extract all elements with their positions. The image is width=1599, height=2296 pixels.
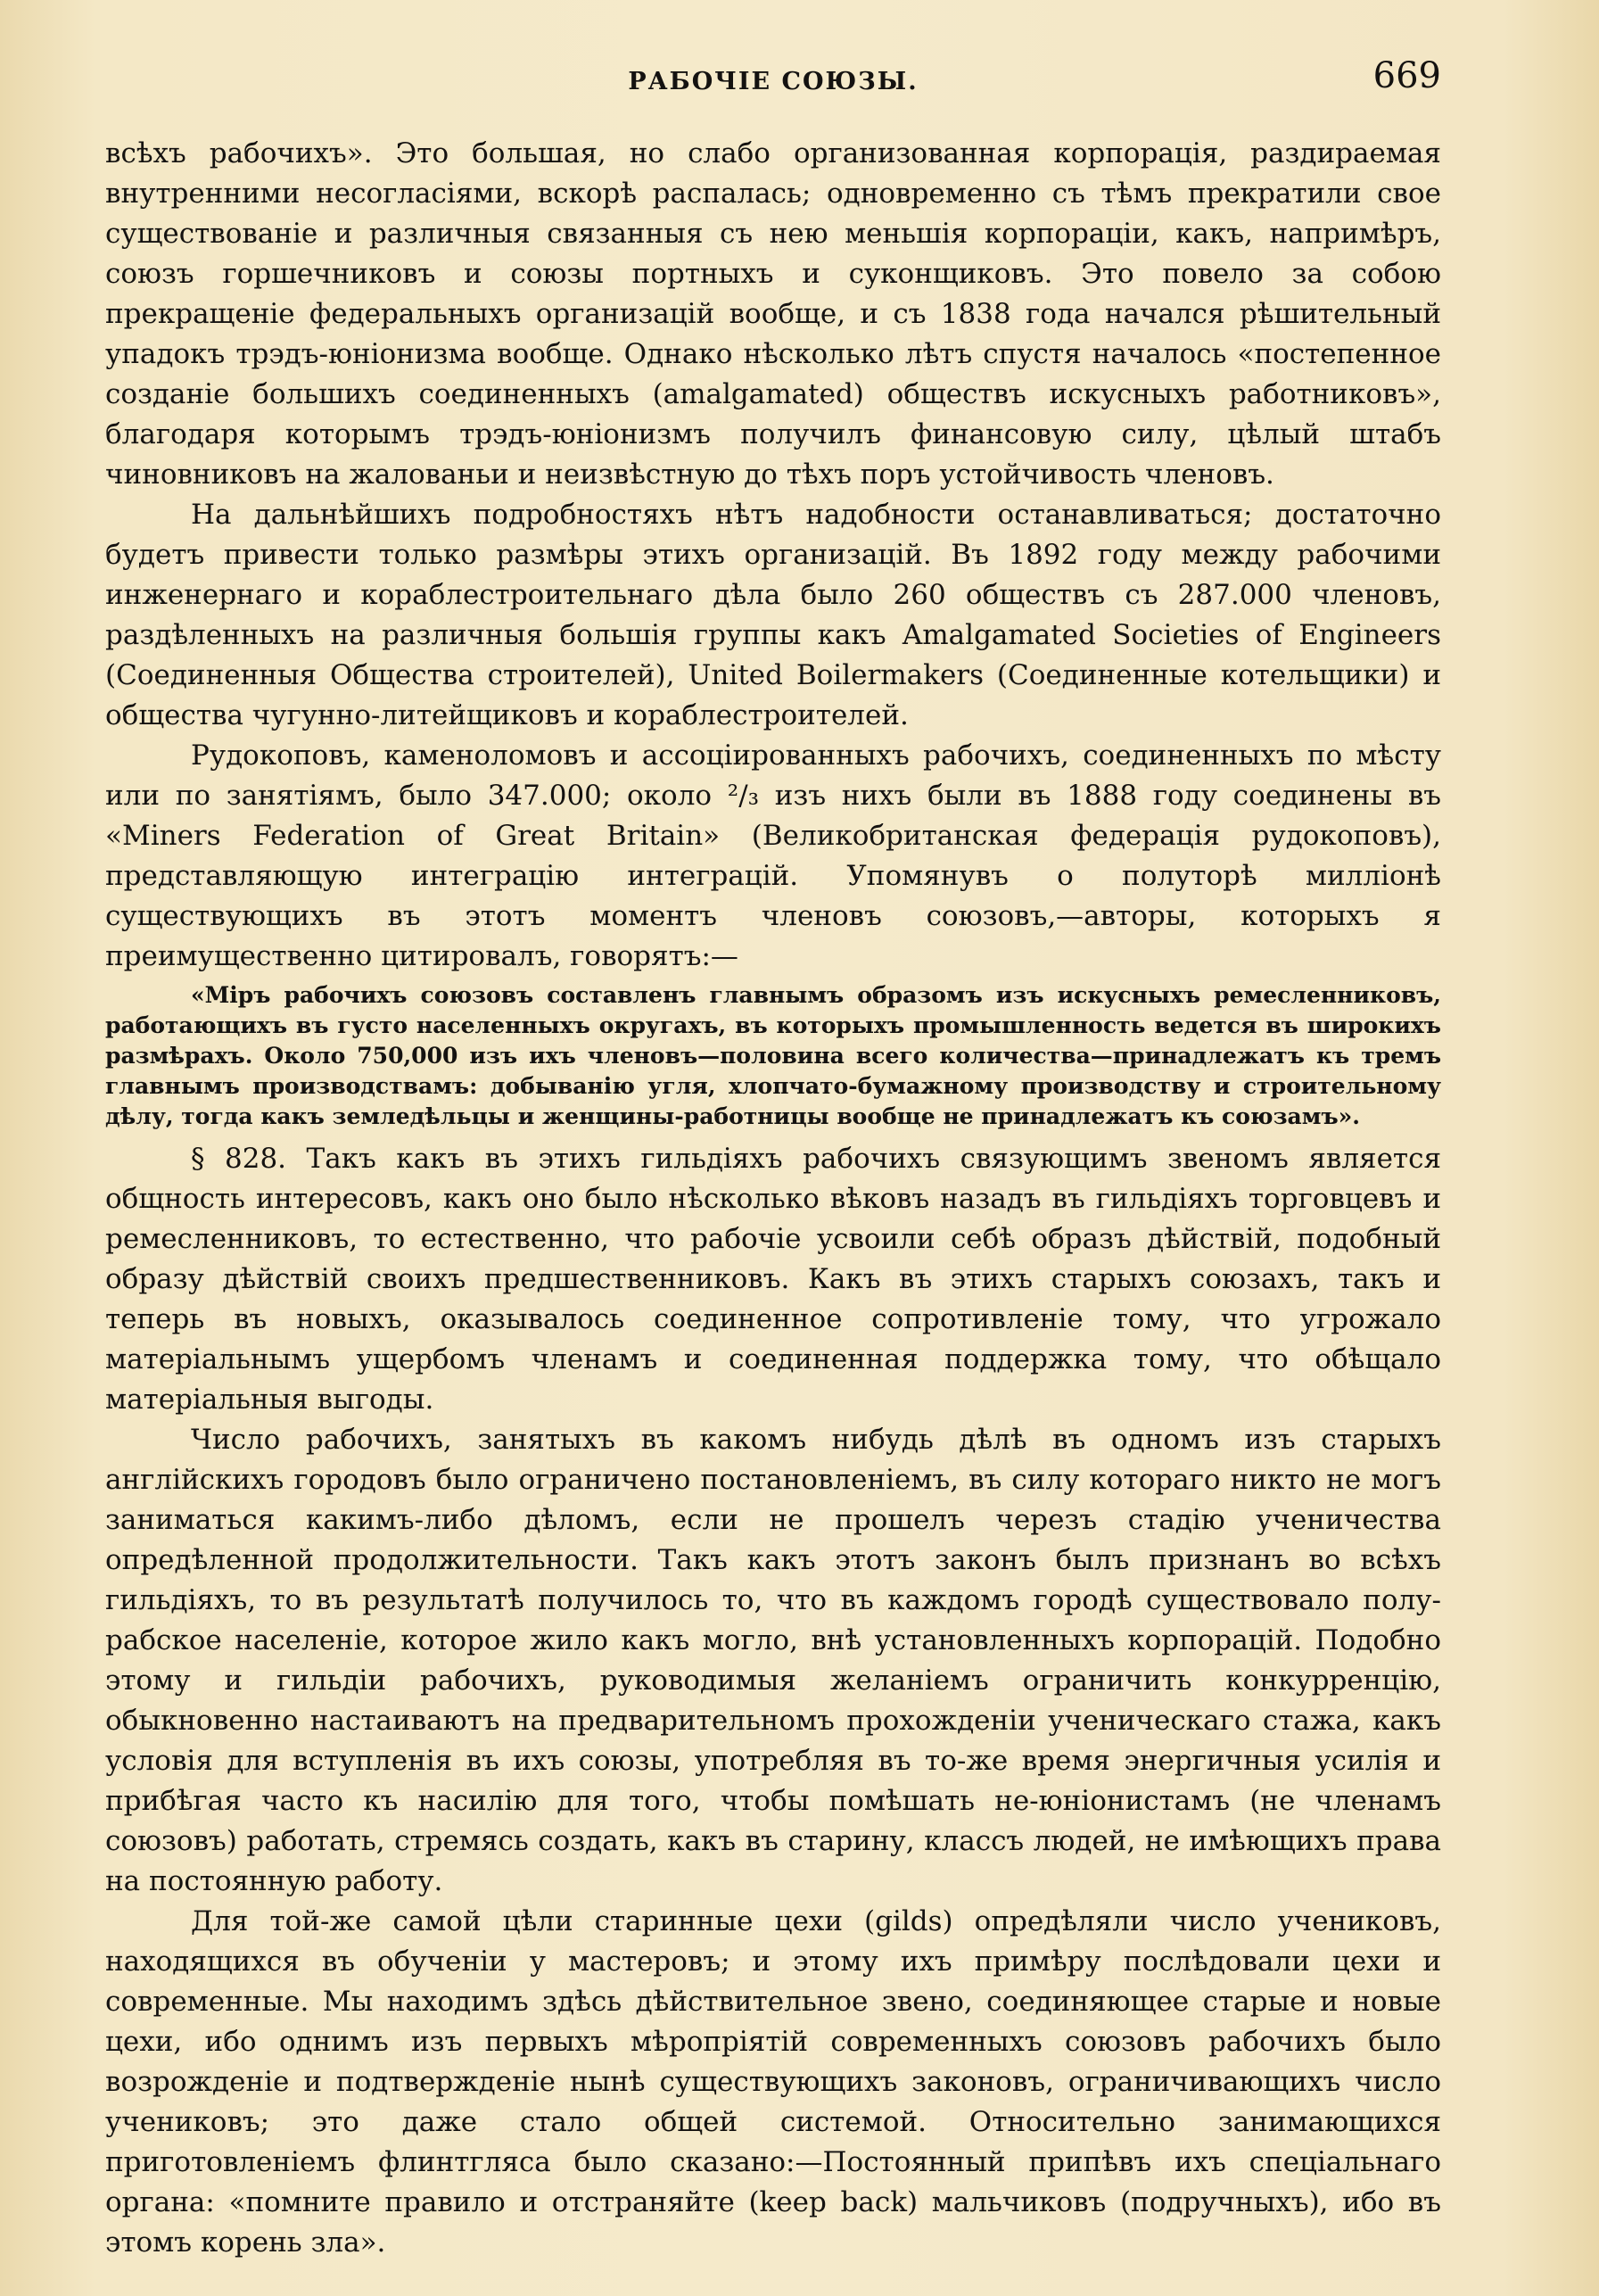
paragraph-5: Число рабочихъ, занятыхъ въ какомъ нибудь дѣлѣ въ одномъ изъ старыхъ англійскихъ городовъ было ограничено постановленіемъ, въ силу котораго никто не могъ заниматься какимъ-либо дѣломъ, если не прошелъ черезъ стадію ученичества опредѣленной продолжительности. Такъ какъ этотъ законъ былъ признанъ во всѣхъ гильдіяхъ, то въ результатѣ получилось то, что въ каждомъ городѣ существовало полу-рабское населеніе, которое жило какъ могло, внѣ установленныхъ корпорацій. Подобно этому и гильдіи рабочихъ, руководимыя желаніемъ ограничить конкурренцію, обыкновенно настаиваютъ на предварительномъ прохожденіи ученическаго стажа, какъ условія для вступленія въ ихъ союзы, употребляя въ то-же время энергичныя усилія и прибѣгая часто къ насилію для того, чтобы помѣшать не-юніонистамъ (не членамъ союзовъ) работать, стремясь создать, какъ въ старину, классъ людей, не имѣющихъ права на постоянную работу. bbox=[105, 1424, 1441, 1897]
page-number: 669 bbox=[1372, 55, 1441, 96]
page-header bbox=[105, 55, 1441, 100]
page-body bbox=[105, 134, 1441, 2263]
paragraph-3: Рудокоповъ, каменоломовъ и ассоціированныхъ рабочихъ, соединенныхъ по мѣсту или по занятіямъ, было 347.000; около ²/₃ изъ нихъ были въ 1888 году соединены въ «Miners Federation of Great Britain» (Великобританская федерація рудокоповъ), представляющую интеграцію интеграцій. Упомянувъ о полуторѣ милліонѣ существующихъ въ этотъ моментъ членовъ союзовъ,—авторы, которыхъ я преимущественно цитировалъ, говорятъ:— bbox=[105, 739, 1441, 972]
paragraph-6: Для той-же самой цѣли старинные цехи (gilds) опредѣляли число учениковъ, находящихся въ обученіи у мастеровъ; и этому ихъ примѣру послѣдовали цехи и современные. Мы находимъ здѣсь дѣйствительное звено, соединяющее старые и новые цехи, ибо однимъ изъ первыхъ мѣропріятій современныхъ союзовъ рабочихъ было возрожденіе и подтвержденіе нынѣ существующихъ законовъ, ограничивающихъ число учениковъ; это даже стало общей системой. Относительно занимающихся приготовленіемъ флинтгляса было сказано:—Постоянный припѣвъ ихъ спеціальнаго органа: «помните правило и отстраняйте (keep back) мальчиковъ (подручныхъ), ибо въ этомъ корень зла». bbox=[105, 1905, 1441, 2259]
running-title: РАБОЧІЕ СОЮЗЫ. bbox=[628, 68, 919, 95]
block-quote: «Міръ рабочихъ союзовъ составленъ главнымъ образомъ изъ искусныхъ ремесленниковъ, работающихъ въ густо населенныхъ округахъ, въ которыхъ промышленность ведется въ широкихъ размѣрахъ. Около 750,000 изъ ихъ членовъ—половина всего количества—принадлежатъ къ тремъ главнымъ производствамъ: добыванію угля, хлопчато-бумажному производству и строительному дѣлу, тогда какъ земледѣльцы и женщины-работницы вообще не принадлежатъ къ союзамъ». bbox=[105, 982, 1441, 1129]
paragraph-2: На дальнѣйшихъ подробностяхъ нѣтъ надобности останавливаться; достаточно будетъ привести только размѣры этихъ организацій. Въ 1892 году между рабочими инженернаго и кораблестроительнаго дѣла было 260 обществъ съ 287.000 членовъ, раздѣленныхъ на различныя большія группы какъ Amalgamated Societies of Engineers (Соединенныя Общества строителей), United Boilermakers (Соединенные котельщики) и общества чугунно-литейщиковъ и кораблестроителей. bbox=[105, 499, 1441, 731]
paragraph-section-828: § 828. Такъ какъ въ этихъ гильдіяхъ рабочихъ связующимъ звеномъ является общность интересовъ, какъ оно было нѣсколько вѣковъ назадъ въ гильдіяхъ торговцевъ и ремесленниковъ, то естественно, что рабочіе усвоили себѣ образъ дѣйствій, подобный образу дѣйствій своихъ предшественниковъ. Какъ въ этихъ старыхъ союзахъ, такъ и теперь въ новыхъ, оказывалось соединенное сопротивленіе тому, что угрожало матеріальнымъ ущербомъ членамъ и соединенная поддержка тому, что обѣщало матеріальныя выгоды. bbox=[105, 1143, 1441, 1416]
paragraph-1: всѣхъ рабочихъ». Это большая, но слабо организованная корпорація, раздираемая внутренними несогласіями, вскорѣ распалась; одновременно съ тѣмъ прекратили свое существованіе и различныя связанныя съ нею меньшія корпораціи, какъ, напримѣръ, союзъ горшечниковъ и союзы портныхъ и суконщиковъ. Это повело за собою прекращеніе федеральныхъ организацій вообще, и съ 1838 года начался рѣшительный упадокъ трэдъ-юніонизма вообще. Однако нѣсколько лѣтъ спустя началось «постепенное созданіе большихъ соединенныхъ (amalgamated) обществъ искусныхъ работниковъ», благодаря которымъ трэдъ-юніонизмъ получилъ финансовую силу, цѣлый штабъ чиновниковъ на жалованьи и неизвѣстную до тѣхъ поръ устойчивость членовъ. bbox=[105, 137, 1441, 491]
